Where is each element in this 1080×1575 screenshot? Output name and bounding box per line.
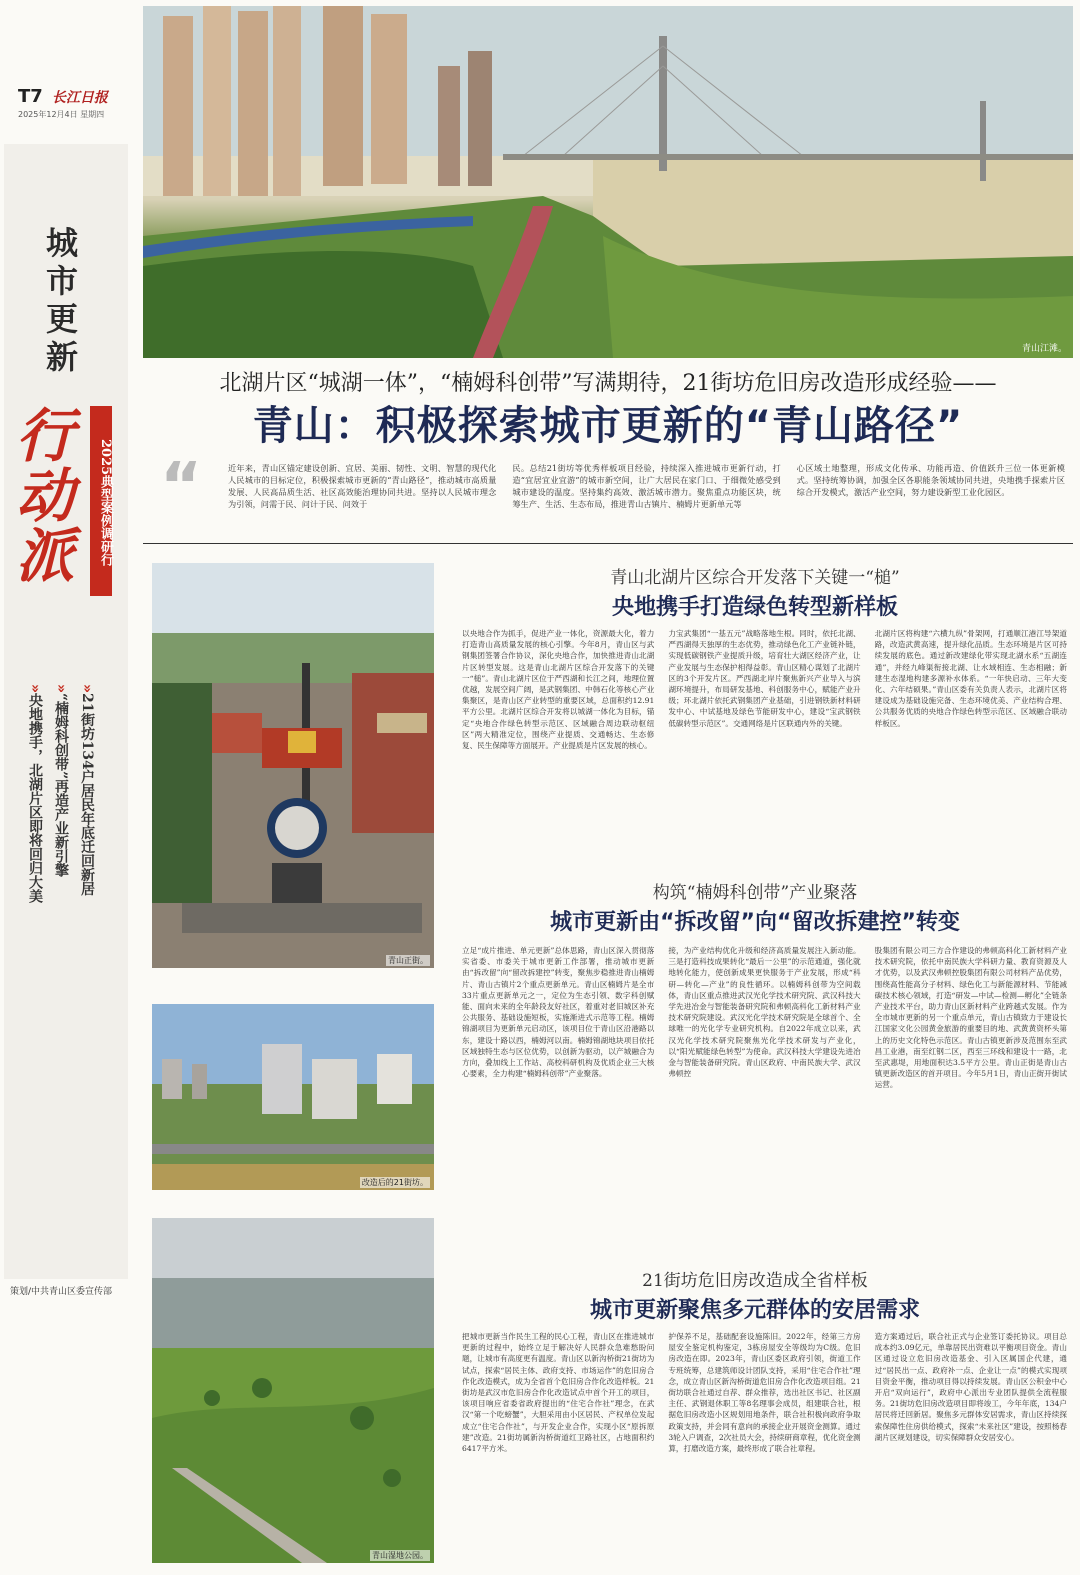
section-2-column: 立足“成片推进、单元更新”总体思路，青山区深入贯彻落实省委、市委关于城市更新工作部署，推动城市更新由“拆改留”向“留改拆建控”转变，聚焦步稳推进青山楠姆片、青山古镇片2个重点更新单元。青山区楠姆片是全市33片重点更新单元之一，定位为生态引领、数字科创赋能、面向未来的全年龄段友好社区，着重对老旧城区补充公共服务、基础设施短板，实施渐进式示范等工程。楠姆锦湖项目为更新单元启动区，该项目位于青山区沿港路以东，建设十路以西，楠姆河以南。楠姆锦湖地块项目依托区域独特生态与区位优势，以创新为驱动，以产城融合为方向，叠加线上工作站、高校科研机构及优质企业三大核心要素，全力构建“楠姆科创带”产业聚落。 xyxy=(462,946,655,1079)
photo-jiefang-21 xyxy=(152,1004,434,1190)
photo-qingshan-street xyxy=(152,563,434,968)
section-1-title: 央地携手打造绿色转型新样板 xyxy=(611,595,898,620)
divider xyxy=(143,543,1073,544)
hero-caption: 青山江滩。 xyxy=(1021,344,1067,354)
chevron-icon: » xyxy=(27,684,43,694)
section-1-column: 力宝武集团“一基五元”战略落地生根。同时，依托北湖、严西湖得天独厚的生态优势，推动绿色化工产业链补链，实现低碳钢铁产业提质升级，培育壮大湖区经济产业，让产业发展与生态保护相得益彰。青山区精心谋划了北湖片区的3个开发片区。严西湖北岸片聚焦新兴产业导入与滨湖环境提升，布局研发基地、科创服务中心，赋能产业升级；环北湖片依托武钢集团产业基础，引进钢铁新材料研发中心、中试基地及绿色节能研发中心，建设“宝武钢铁低碳转型示范区”。交通网络是片区联通内外的关键。 xyxy=(668,629,861,728)
section-2-column: 股集团有限公司三方合作建设的弗顿高科化工新材料产业技术研究院，依托中南民族大学科研力量、教育资源及人才优势，以及武汉弗顿控股集团有限公司材料产品优势，围绕高性能高分子材料、绿色化工与新能源材料、节能减碳技术核心领域，打造“研发—中试—检测—孵化”全链条产业技术平台，助力青山区新材料产业跨越式发展。作为全市城市更新的另一个重点单元，青山古镇致力于建设长江国家文化公园黄金旅游的重要目的地、武黄黄资杯头第上的历史文化特色示范区。青山古镇更新涉及范围东至武昌工业港，南至红钢二区，西至三环线和建设十一路，北至武惠堤，用地面积达3.5平方公里。青山正街是青山古镇更新改造区的首开项目。今年5月1日，青山正街开街试运营。 xyxy=(874,946,1067,1090)
lead-column-3: 心区域土地整理，形成文化传承、功能再造、价值跃升三位一体更新模式。坚持统筹协调，加强全区各职能条领域协同共进，央地携手探索片区综合开发模式，激活产业空间，努力建设新型工业化园区。 xyxy=(796,463,1065,497)
page-title: 青山：积极探索城市更新的“青山路径” xyxy=(252,403,964,449)
section-3-column: 把城市更新当作民生工程的民心工程，青山区在推进城市更新的过程中，始终立足于解决好人民群众急难愁盼问题，让城市有高度更有温度。青山区以新沟桥街21街坊为试点，探索“居民主体、政府支持、市场运作”的危旧房合作化改造模式，成为全省首个危旧房合作化改造样板。21街坊是武汉市危旧房合作化改造试点中首个开工的项目，该项目响应省委省政府提出的“住宅合作社”理念，在武汉“第一个吃螃蟹”，大胆采用由小区居民、产权单位发起成立“住宅合作社”，与开发企业合作，实现小区“原拆原建”改造。21街坊属新沟桥街道红卫路社区，占地面积约6417平方米。 xyxy=(462,1332,655,1454)
photo-caption: 青山湿地公园。 xyxy=(372,1551,428,1560)
section-1-column: 以央地合作为抓手，促进产业一体化，资源最大化，着力打造青山高质量发展的核心引擎。今年8月，青山区与武钢集团签署合作协议，深化央地合作，加快推进青山北湖片区转型发展。这是青山北湖片区综合开发落下的关键一“槌”。青山北湖片区位于严西湖和长江之间，地理位置优越，发展空间广阔，是武钢集团、中韩石化等核心产业集聚区，是青山区产业转型的重要区域，总面积约12.91平方公里。北湖片区综合开发将以城湖一体化为目标，锚定“央地合作绿色转型示范区、区域融合周边联动枢纽区”两大精准定位，围绕产业提质、交通畅达、生态修复、民生保障等方面展开。产业提质是片区发展的核心。 xyxy=(462,629,655,751)
sidebar-tag: 2025典型案例调研行 xyxy=(90,406,112,596)
section-3-kicker: 21街坊危旧房改造成全省样板 xyxy=(642,1271,868,1291)
photo-caption: 改造后的21街坊。 xyxy=(361,1178,428,1187)
section-3-column: 护保养不足，基础配套设施陈旧。2022年，经第三方房屋安全鉴定机构鉴定，3栋房屋安全等级均为C级。危旧房改造在即。2023年，青山区委区政府引领，街道工作专班统筹，总建筑师设计团队支持，采用“住宅合作社”理念，成立青山区新沟桥街道危旧房合作化改造项目组。21街坊联合社通过自荐、群众推荐，选出社区书记、社区副主任、武钢退休职工等8名理事会成员，组建联合社，根据危旧房改造小区规划用地条件，联合社积极向政府争取政策支持，并会同有意向的承接企业开展资金测算。通过3轮入户调查，2次社员大会，持续研商章程，优化资金测算，打磨改造方案，最终形成了联合社章程。 xyxy=(668,1332,861,1454)
section-3-body xyxy=(462,1331,1067,1563)
section-3-column: 造方案通过后，联合社正式与企业签订委托协议。项目总成本约3.09亿元，单靠居民出资难以平衡项目资金。青山区通过设立危旧房改造基金、引入区属国企代建，通过“居民出一点、政府补一点、企业让一点”的模式实现项目资金平衡，推动项目得以持续发展。青山区公积金中心开启“双向运行”，政府中心派出专业团队提供全流程服务。21街坊危旧房改造项目即将竣工，今年年底，134户居民将迁回新居。聚焦多元群体安居需求，青山区持续探索保障性住房供给模式，探索“未来社区”建设，按照杨春湖片区规划建设，切实保障群众安居安心。 xyxy=(874,1332,1067,1442)
newspaper-logo: 长江日报 xyxy=(51,90,108,106)
section-2-column: 接，为产业结构优化升级和经济高质量发展注入新动能。三是打造科技成果转化“最后一公里”的示范通道，强化就地转化能力，使创新成果更快服务于产业发展，形成“科研—转化—产业”的良性循环。以楠姆科创带为空间载体，青山区重点推进武汉光化学技术研究院、武汉科技大学先进冶金与智能装备研究院和弗顿高科化工新材料产业技术研究院建设。武汉光化学技术研究院是全球首个、全球唯一的光化学专业研究机构。自2022年成立以来，武汉光化学技术研究院聚焦光化学技术研发与产业化，以“阳光赋能绿色转型”为使命。武汉科技大学建设先进冶金与智能装备研究院。青山区政府、中南民族大学、武汉弗顿控 xyxy=(668,946,861,1079)
quote-mark-icon: “ xyxy=(160,450,203,524)
hero-photo xyxy=(143,6,1073,358)
section-1-column: 北湖片区将构建“六横九纵”骨架网，打通顺江港江导架道路，改造武黄高速，提升绿化品质。生态环境是片区可持续发展的底色。通过新改建绿化带实现北湖水系“五湖连通”，并经九峰渠衔接北湖、让水域相连、生态相融；新建生态湿地构建多源补水体系。“一年快启动、三年大变化、六年结硕果。”青山区委有关负责人表示，北湖片区将建设成为基础设施完备、生态环境优美、产业结构合理、公共服务优质的央地合作绿色转型示范区、区域融合联动样板区。 xyxy=(874,629,1067,728)
photo-wetland-park xyxy=(152,1218,434,1563)
section-1-kicker: 青山北湖片区综合开发落下关键一“槌” xyxy=(610,568,900,588)
lead-text xyxy=(160,450,1065,524)
riverside-scene-illustration xyxy=(143,6,1073,358)
section-1-body xyxy=(462,628,1067,863)
section-2-title: 城市更新由“拆改留”向“留改拆建控”转变 xyxy=(550,910,960,935)
chevron-icon: » xyxy=(53,684,69,694)
lead-column-2: 民。总结21街坊等优秀样板项目经验，持续深入推进城市更新行动，打造“宜居宜业宜游”的城市新空间，让广大居民在家门口、于细微处感受到城市建设的温度。坚持集约高效、激活城市潜力。聚焦重点功能区块，统筹生产、生活、生态布局，推进青山古镇片、楠姆片更新单元等 xyxy=(512,463,781,509)
sidebar-brand: 行动派 xyxy=(16,402,75,590)
sidebar-title: 城市更新 xyxy=(46,224,79,376)
section-2-kicker: 构筑“楠姆科创带”产业聚落 xyxy=(652,883,858,903)
headline-kicker: 北湖片区“城湖一体”，“楠姆科创带”写满期待，21街坊危旧房改造形成经验—— xyxy=(219,371,997,396)
section-2-body xyxy=(462,945,1067,1257)
issue-date: 2025年12月4日 星期四 xyxy=(18,110,105,119)
sidebar-subhead-3[interactable]: »央地携手，北湖片区即将回归大美 xyxy=(27,684,43,904)
sidebar-subhead-1[interactable]: »21街坊134户居民年底迁回新居 xyxy=(79,684,95,896)
sidebar-subhead-2[interactable]: »“楠姆科创带”再造产业新引擎 xyxy=(53,684,69,878)
masthead xyxy=(18,86,128,120)
photo-caption: 青山正街。 xyxy=(388,956,428,965)
lead-column-1: 近年来，青山区锚定建设创新、宜居、美丽、韧性、文明、智慧的现代化人民城市的目标定位，积极探索城市更新的“青山路径”，推动城市高质量发展、人民高品质生活、社区高效能治理协同共进。坚持以人民城市理念为引领，问需于民、问计于民、问效于 xyxy=(228,463,497,509)
sidebar-subheads xyxy=(26,684,96,903)
page-number: T7 xyxy=(18,86,43,107)
chevron-icon: » xyxy=(79,684,95,694)
credit-line: 策划/中共青山区委宣传部 xyxy=(10,1287,113,1297)
section-3-title: 城市更新聚焦多元群体的安居需求 xyxy=(589,1298,920,1323)
sidebar xyxy=(4,144,128,1279)
